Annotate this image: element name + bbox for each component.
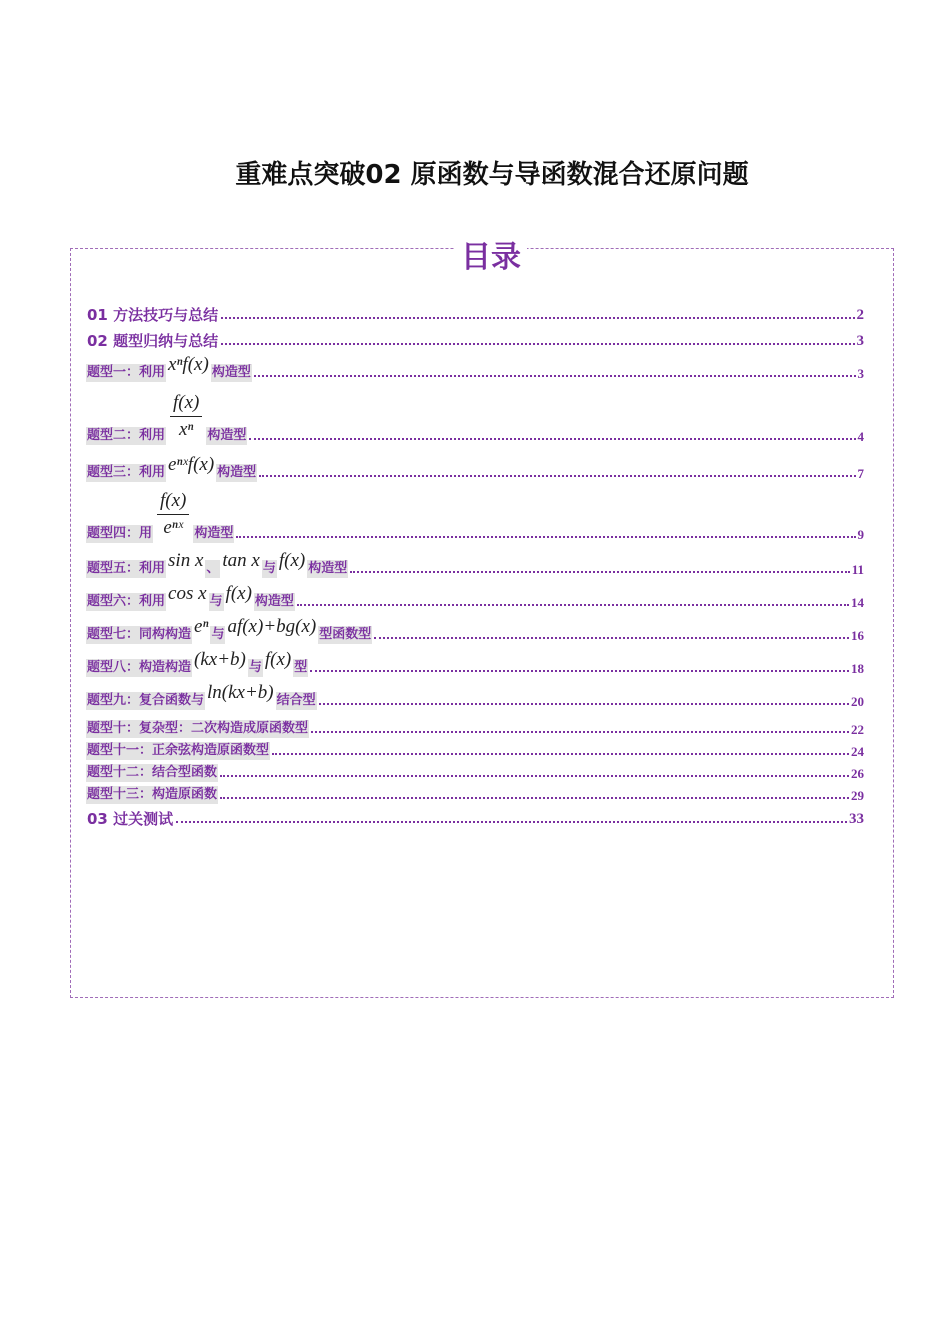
toc-entry-suffix: 构造型	[308, 561, 348, 576]
toc-entry-suffix: 构造型	[194, 526, 234, 541]
toc-entry-label: 题型十：复杂型：二次构造成原函数型	[87, 721, 309, 736]
toc-entry-tests[interactable]	[86, 810, 864, 828]
formula: cos x	[168, 583, 207, 604]
toc-entry-label: 题型十三：构造原函数	[87, 787, 218, 802]
toc-page-number: 4	[857, 429, 864, 444]
toc-entry-connector: 与	[209, 594, 223, 609]
formula: f(x)	[225, 583, 252, 604]
fraction-formula	[157, 490, 189, 539]
toc-page-number: 18	[851, 661, 864, 676]
toc-entry-type-13[interactable]	[86, 786, 864, 804]
toc-entry-label: 题型一：利用	[87, 365, 166, 380]
toc-entry-suffix: 构造型	[217, 465, 257, 480]
formula: xⁿf(x)	[168, 354, 209, 375]
leader-dots	[310, 666, 849, 672]
toc-entry-type-5[interactable]	[86, 550, 864, 578]
toc-entry-connector: 与	[262, 561, 276, 576]
toc-page-number: 7	[857, 466, 864, 481]
toc-page-number: 20	[851, 694, 864, 709]
fraction-numerator: f(x)	[157, 490, 189, 515]
fraction-numerator: f(x)	[170, 392, 202, 417]
toc-page-number: 3	[856, 333, 864, 349]
toc-entry-type-1[interactable]	[86, 354, 864, 382]
toc-entry-type-7[interactable]	[86, 616, 864, 644]
fraction-denominator: xⁿ	[178, 419, 194, 440]
fraction-formula	[170, 392, 202, 441]
formula: af(x)+bg(x)	[227, 616, 317, 637]
formula: eⁿ	[194, 616, 209, 637]
toc-entry-connector: 与	[211, 627, 225, 642]
toc-entry-label: 题型二：利用	[87, 428, 166, 443]
toc-entry-summary[interactable]	[86, 332, 864, 350]
toc-entry-label: 01 方法技巧与总结	[87, 306, 219, 324]
toc-page-number: 33	[849, 811, 864, 827]
leader-dots	[236, 532, 855, 538]
formula: eⁿˣf(x)	[168, 454, 215, 475]
toc-entry-type-6[interactable]	[86, 583, 864, 611]
leader-dots	[319, 699, 849, 705]
toc-entry-label: 题型三：利用	[87, 465, 166, 480]
leader-dots	[311, 727, 849, 733]
toc-entry-label: 题型十一：正余弦构造原函数型	[87, 743, 270, 758]
leader-dots	[374, 633, 849, 639]
formula: f(x)	[264, 649, 292, 670]
leader-dots	[249, 434, 855, 440]
toc-page-number: 29	[851, 788, 864, 803]
formula: ln(kx+b)	[207, 682, 274, 703]
toc-entry-suffix: 型函数型	[319, 627, 372, 642]
leader-dots	[176, 817, 847, 823]
toc-entry-label: 题型六：利用	[87, 594, 166, 609]
formula: (kx+b)	[194, 649, 246, 670]
toc-entry-suffix: 构造型	[254, 594, 294, 609]
toc-entry-suffix: 构造型	[211, 365, 251, 380]
toc-entry-suffix: 结合型	[276, 693, 316, 708]
leader-dots	[297, 600, 849, 606]
toc-entry-connector: 与	[248, 660, 262, 675]
toc-entry-label: 03 过关测试	[87, 810, 174, 828]
formula: f(x)	[278, 550, 306, 571]
toc-entry-type-10[interactable]	[86, 720, 864, 738]
leader-dots	[272, 749, 849, 755]
toc-page-number: 24	[851, 744, 864, 759]
toc-entry-type-2[interactable]	[86, 392, 864, 445]
toc-page-number: 16	[851, 628, 864, 643]
toc-page-number: 2	[856, 307, 864, 323]
leader-dots	[220, 793, 849, 799]
toc-entry-type-9[interactable]	[86, 682, 864, 710]
leader-dots	[254, 371, 856, 377]
toc-entry-label: 题型四：用	[87, 526, 153, 541]
leader-dots	[350, 567, 849, 573]
toc-entry-suffix: 构造型	[207, 428, 247, 443]
toc-entry-label: 题型八：构造构造	[87, 660, 192, 675]
leader-dots	[220, 771, 849, 777]
toc-page-number: 22	[851, 722, 864, 737]
toc-entry-type-4[interactable]	[86, 490, 864, 543]
toc-entry-label: 题型七：同构构造	[87, 627, 192, 642]
toc-entry-type-3[interactable]	[86, 454, 864, 482]
leader-dots	[221, 339, 854, 345]
toc-page-number: 9	[857, 527, 864, 542]
toc-page-number: 11	[851, 562, 864, 577]
toc-entry-type-11[interactable]	[86, 742, 864, 760]
toc-entry-label: 题型九：复合函数与	[87, 693, 205, 708]
toc-entry-label: 题型十二：结合型函数	[87, 765, 218, 780]
formula: tan x	[222, 550, 260, 571]
toc-page-number: 26	[851, 766, 864, 781]
toc-entry-suffix: 型	[294, 660, 308, 675]
formula: sin x	[168, 550, 204, 571]
toc-entry-label: 题型五：利用	[87, 561, 166, 576]
toc-page-number: 3	[857, 366, 864, 381]
leader-dots	[259, 471, 855, 477]
page-title: 重难点突破02 原函数与导函数混合还原问题	[235, 160, 749, 190]
toc-page-number: 14	[851, 595, 864, 610]
toc-entry-type-8[interactable]	[86, 649, 864, 677]
leader-dots	[221, 313, 854, 319]
toc-entry-methods[interactable]	[86, 306, 864, 324]
toc-entry-type-12[interactable]	[86, 764, 864, 782]
toc-entry-connector: 、	[206, 561, 220, 576]
fraction-denominator: eⁿˣ	[163, 517, 184, 538]
toc-entry-label: 02 题型归纳与总结	[87, 332, 219, 350]
toc-heading: 目录	[455, 232, 527, 276]
